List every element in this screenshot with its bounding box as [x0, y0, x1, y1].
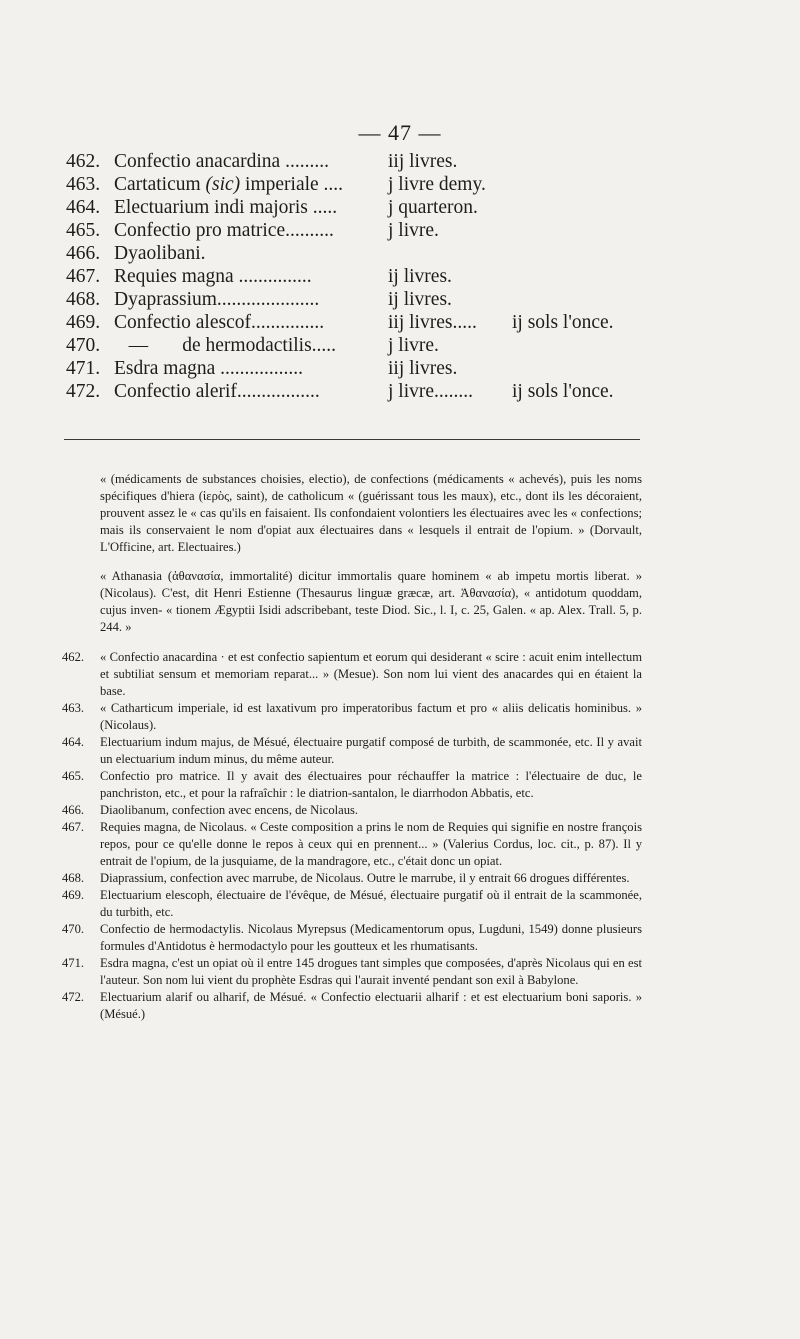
entry-quantity: j livre. — [388, 335, 439, 356]
footnote — [62, 819, 642, 870]
entry-number: 464. — [66, 197, 101, 218]
footnotes — [62, 458, 642, 1023]
entry-name: Confectio pro matrice.......... — [114, 220, 334, 241]
entry-quantity: j livre demy. — [388, 174, 486, 195]
footnote — [62, 870, 642, 887]
entry-number: 470. — [66, 335, 101, 356]
inventory-entry — [66, 288, 686, 311]
entry-number: 472. — [66, 381, 101, 402]
footnote-number: 470. — [62, 921, 85, 936]
sic-mark: (sic) — [205, 174, 241, 195]
entry-name: Requies magna ............... — [114, 266, 312, 287]
footnote-number: 468. — [62, 870, 85, 885]
entry-number: 471. — [66, 358, 101, 379]
entry-name: Confectio alescof............... — [114, 312, 325, 333]
inventory-entry — [66, 311, 686, 334]
entry-name: Confectio anacardina ......... — [114, 151, 329, 172]
footnote-text: Esdra magna, c'est un opiat où il entre 145 drogues tant simples que composées, d'après Nicolaus qui en est l'auteur. Son nom lui vient du prophète Esdras qui l'aurait inventé pendant son exil à Babylone. — [100, 955, 642, 987]
footnote-number: 465. — [62, 768, 85, 783]
inventory-entry — [66, 196, 686, 219]
entry-number: 465. — [66, 220, 101, 241]
inventory-entry — [66, 357, 686, 380]
entry-quantity: iij livres. — [388, 151, 458, 172]
footnote-number: 471. — [62, 955, 85, 970]
footnote — [62, 649, 642, 700]
footnote — [62, 734, 642, 768]
entry-price: ij sols l'once. — [512, 312, 614, 333]
footnote-text: « Confectio anacardina · et est confectio sapientum et eorum qui desiderant « scire : acuit enim intellectum et subtiliat sensum et memoriam reparat... » (Mesue). Son nom lui vient des anacardes qui en étaient la base. — [100, 649, 642, 698]
footnote-intro-paragraph: « (médicaments de substances choisies, electio), de confections (médicaments « achevés), puis les noms spécifiques d'hiera (ἱερὸς, saint), de catholicum « (guérissant tous les maux), etc., dont ils les décoraient, prouvent assez le « cas qu'ils en faisaient. Ils confondaient volontiers les électuaires avec les « confections; mais ils conservaient le nom d'opiat aux électuaires dans « lesquels il entrait de l'opium. » (Dorvault, L'Officine, art. Electuaires.) — [100, 471, 642, 554]
entry-number: 463. — [66, 174, 101, 195]
footnote — [62, 989, 642, 1023]
entry-number: 469. — [66, 312, 101, 333]
footnote-number: 466. — [62, 802, 85, 817]
footnote — [62, 955, 642, 989]
inventory-entry — [66, 380, 686, 403]
entry-number: 462. — [66, 151, 101, 172]
footnote-intro-paragraph: « Athanasia (ἀθανασία, immortalité) dicitur immortalis quare hominem « ab impetu mortis liberat. » (Nicolaus). C'est, dit Henri Estienne (Thesaurus linguæ græcæ, art. Ἀθανασία), « antidotum quoddam, cujus inven- « tionem Ægyptii Isidi adscribebant, teste Diod. Sic., l. I, c. 25, Galen. « ap. Alex. Trall. 5, p. 244. » — [100, 569, 642, 635]
entry-quantity: j livre........ — [388, 381, 474, 402]
footnote-text: Diaprassium, confection avec marrube, de Nicolaus. Outre le marrube, il y entrait 66 drogues différentes. — [100, 870, 630, 885]
footnote — [62, 887, 642, 921]
page-number: — 47 — — [358, 120, 442, 145]
footnote-number: 467. — [62, 819, 85, 834]
footnote-text: Confectio pro matrice. Il y avait des électuaires pour réchauffer la matrice : l'électuaire de duc, le panchriston, etc., et pour la rafraîchir : le diatrion-santalon, le diarrhodon Abbatis, etc. — [100, 768, 642, 800]
entry-name: Dyaolibani. — [114, 243, 206, 264]
footnote-divider — [64, 439, 640, 440]
entry-price: ij sols l'once. — [512, 381, 614, 402]
footnote-text: Electuarium elescoph, électuaire de l'évêque, de Mésué, électuaire purgatif où il entrait de la scammonée, du turbith, etc. — [100, 887, 642, 919]
entry-quantity: ij livres. — [388, 266, 452, 287]
footnote — [62, 802, 642, 819]
footnote-number: 472. — [62, 989, 85, 1004]
footnote-text: Electuarium indum majus, de Mésué, électuaire purgatif composé de turbith, de scammonée, etc. Il y avait un electuarium indum minus, du même auteur. — [100, 734, 642, 766]
footnote — [62, 768, 642, 802]
inventory-entry — [66, 150, 686, 173]
entry-quantity: j livre. — [388, 220, 439, 241]
entry-name: Esdra magna ................. — [114, 358, 304, 379]
inventory-entry — [66, 219, 686, 242]
entry-name: Dyaprassium..................... — [114, 289, 320, 310]
entry-quantity: iij livres. — [388, 358, 458, 379]
entry-name-part: Cartaticum — [114, 174, 206, 195]
entry-name — [114, 173, 343, 196]
entry-quantity: ij livres. — [388, 289, 452, 310]
footnote — [62, 921, 642, 955]
footnote-number: 463. — [62, 700, 85, 715]
footnote-number: 462. — [62, 649, 85, 664]
entry-number: 467. — [66, 266, 101, 287]
footnote-text: Requies magna, de Nicolaus. « Ceste composition a prins le nom de Requies qui signifie en nostre françois repos, pour ce qu'elle donne le repos à ceux qui en prennent... » (Valerius Cordus, loc. cit., p. 87). Il y entrait de l'opium, de la jusquiame, de la mandragore, etc., c'était donc un opiat. — [100, 819, 642, 868]
inventory-entry — [66, 242, 686, 265]
entry-name: — de hermodactilis..... — [114, 335, 337, 356]
entry-number: 466. — [66, 243, 101, 264]
inventory-entry — [66, 265, 686, 288]
footnote — [62, 700, 642, 734]
footnote-text: « Catharticum imperiale, id est laxativum pro imperatoribus factum et pro « aliis delicatis hominibus. » (Nicolaus). — [100, 700, 642, 732]
footnote-number: 464. — [62, 734, 85, 749]
footnote-text: Electuarium alarif ou alharif, de Mésué. « Confectio electuarii alharif : et est electuarium boni saporis. » (Mésué.) — [100, 989, 642, 1021]
footnote-text: Diaolibanum, confection avec encens, de Nicolaus. — [100, 802, 359, 817]
entry-quantity: iij livres..... — [388, 312, 477, 333]
inventory-list — [66, 150, 686, 403]
entry-number: 468. — [66, 289, 101, 310]
inventory-entry — [66, 173, 686, 196]
entry-quantity: j quarteron. — [388, 197, 478, 218]
inventory-entry — [66, 334, 686, 357]
entry-name-part: imperiale .... — [240, 174, 344, 195]
entry-name: Electuarium indi majoris ..... — [114, 197, 338, 218]
entry-name: Confectio alerif................. — [114, 381, 320, 402]
footnote-text: Confectio de hermodactylis. Nicolaus Myrepsus (Medicamentorum opus, Lugduni, 1549) donne plusieurs formules d'Antidotus è hermodactylo pour les goutteux et les rhumatisants. — [100, 921, 642, 953]
footnote-number: 469. — [62, 887, 85, 902]
